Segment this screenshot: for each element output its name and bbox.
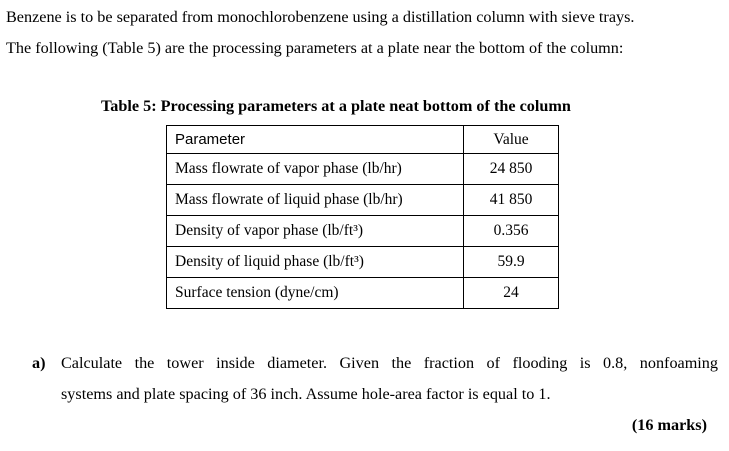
table-header-row <box>167 126 559 154</box>
table-row <box>167 154 559 185</box>
marks-label: (16 marks) <box>631 416 707 434</box>
row-parameter: Surface tension (dyne/cm) <box>167 278 464 309</box>
table-row <box>167 185 559 216</box>
row-value: 0.356 <box>464 216 559 247</box>
table-row <box>167 247 559 278</box>
table-caption: Table 5: Processing parameters at a plate neat bottom of the column <box>101 97 571 115</box>
question-line-2: systems and plate spacing of 36 inch. Assume hole-area factor is equal to 1. <box>61 385 551 403</box>
row-value: 41 850 <box>464 185 559 216</box>
intro-line-2: The following (Table 5) are the processing parameters at a plate near the bottom of the column: <box>6 39 624 57</box>
header-value: Value <box>464 126 559 154</box>
parameters-table <box>166 125 559 309</box>
row-parameter: Mass flowrate of liquid phase (lb/hr) <box>167 185 464 216</box>
table-row <box>167 216 559 247</box>
question-label: a) <box>32 354 46 372</box>
row-parameter: Mass flowrate of vapor phase (lb/hr) <box>167 154 464 185</box>
intro-paragraph <box>6 2 722 64</box>
table-row <box>167 278 559 309</box>
header-parameter: Parameter <box>167 126 464 154</box>
row-value: 24 <box>464 278 559 309</box>
row-value: 59.9 <box>464 247 559 278</box>
question-text <box>61 348 718 410</box>
question-line-1: Calculate the tower inside diameter. Given the fraction of flooding is 0.8, nonfoaming <box>61 354 718 372</box>
row-parameter: Density of liquid phase (lb/ft³) <box>167 247 464 278</box>
intro-line-1: Benzene is to be separated from monochlorobenzene using a distillation column with sieve trays. <box>6 8 635 26</box>
question-a <box>32 348 718 410</box>
row-parameter: Density of vapor phase (lb/ft³) <box>167 216 464 247</box>
row-value: 24 850 <box>464 154 559 185</box>
